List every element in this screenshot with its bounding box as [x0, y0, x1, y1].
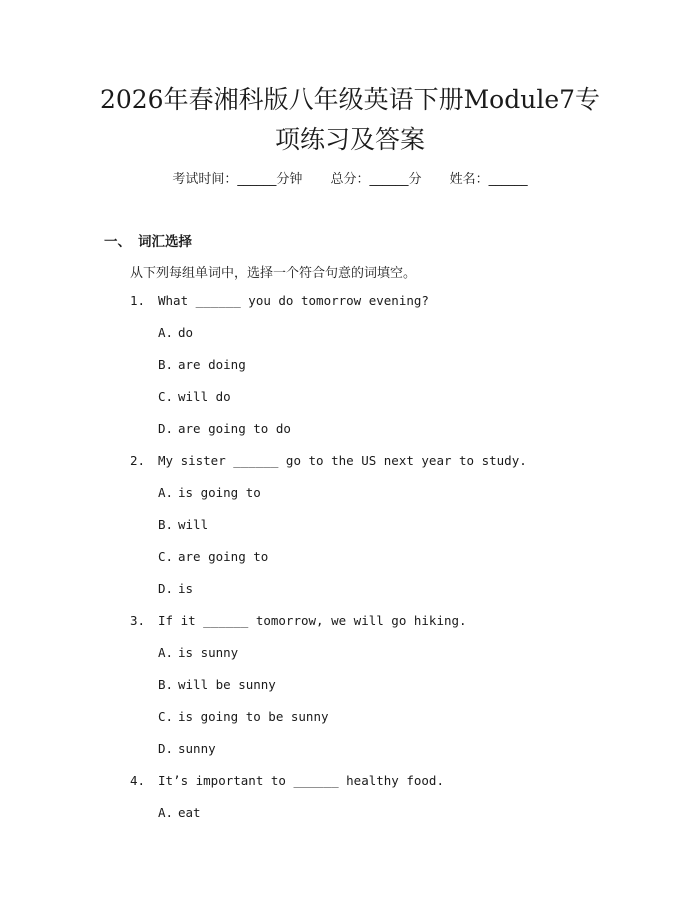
option-2d: [158, 580, 193, 598]
section-heading: [104, 230, 192, 250]
question-number: 4.: [130, 773, 146, 788]
option-text: will do: [178, 389, 231, 404]
option-text: is sunny: [178, 645, 239, 660]
question-4: [130, 772, 444, 790]
option-text: is going to: [178, 485, 261, 500]
option-4a: [158, 804, 201, 822]
option-label: D.: [158, 421, 174, 436]
total-score: 总分：______分: [330, 172, 422, 187]
title-line-1: 2026年春湘科版八年级英语下册Module7专: [99, 85, 601, 114]
option-1a: [158, 324, 193, 342]
exam-time: 考试时间：______分钟: [172, 172, 303, 187]
question-1: [130, 292, 429, 310]
question-text: My sister ______ go to the US next year to study.: [158, 453, 527, 468]
option-2b: [158, 516, 208, 534]
option-3c: [158, 708, 329, 726]
question-2: [130, 452, 527, 470]
option-label: A.: [158, 485, 174, 500]
option-3d: [158, 740, 216, 758]
question-text: What ______ you do tomorrow evening?: [158, 293, 429, 308]
option-text: will be sunny: [178, 677, 276, 692]
question-text: If it ______ tomorrow, we will go hiking.: [158, 613, 467, 628]
option-label: A.: [158, 325, 174, 340]
question-number: 3.: [130, 613, 146, 628]
option-1b: [158, 356, 246, 374]
document-title: [60, 80, 640, 160]
option-2c: [158, 548, 268, 566]
option-text: do: [178, 325, 194, 340]
option-text: are going to do: [178, 421, 291, 436]
option-3b: [158, 676, 276, 694]
option-1c: [158, 388, 231, 406]
option-2a: [158, 484, 261, 502]
option-text: sunny: [178, 741, 216, 756]
option-3a: [158, 644, 238, 662]
option-text: eat: [178, 805, 201, 820]
student-name: 姓名：______: [449, 172, 528, 187]
option-text: is going to be sunny: [178, 709, 329, 724]
question-number: 1.: [130, 293, 146, 308]
option-label: A.: [158, 645, 174, 660]
question-3: [130, 612, 467, 630]
option-label: C.: [158, 709, 174, 724]
option-label: C.: [158, 549, 174, 564]
option-label: D.: [158, 741, 174, 756]
question-number: 2.: [130, 453, 146, 468]
section-instruction: 从下列每组单词中，选择一个符合句意的词填空。: [130, 266, 417, 281]
option-text: are doing: [178, 357, 246, 372]
option-text: are going to: [178, 549, 269, 564]
option-text: will: [178, 517, 209, 532]
option-1d: [158, 420, 291, 438]
exam-info-row: [0, 168, 700, 187]
option-label: A.: [158, 805, 174, 820]
option-text: is: [178, 581, 194, 596]
option-label: C.: [158, 389, 174, 404]
title-line-2: 项练习及答案: [274, 125, 425, 154]
section-title: 词汇选择: [138, 234, 192, 250]
section-number: 一、: [104, 234, 131, 250]
option-label: B.: [158, 517, 174, 532]
question-text: It’s important to ______ healthy food.: [158, 773, 444, 788]
option-label: B.: [158, 677, 174, 692]
option-label: B.: [158, 357, 174, 372]
option-label: D.: [158, 581, 174, 596]
